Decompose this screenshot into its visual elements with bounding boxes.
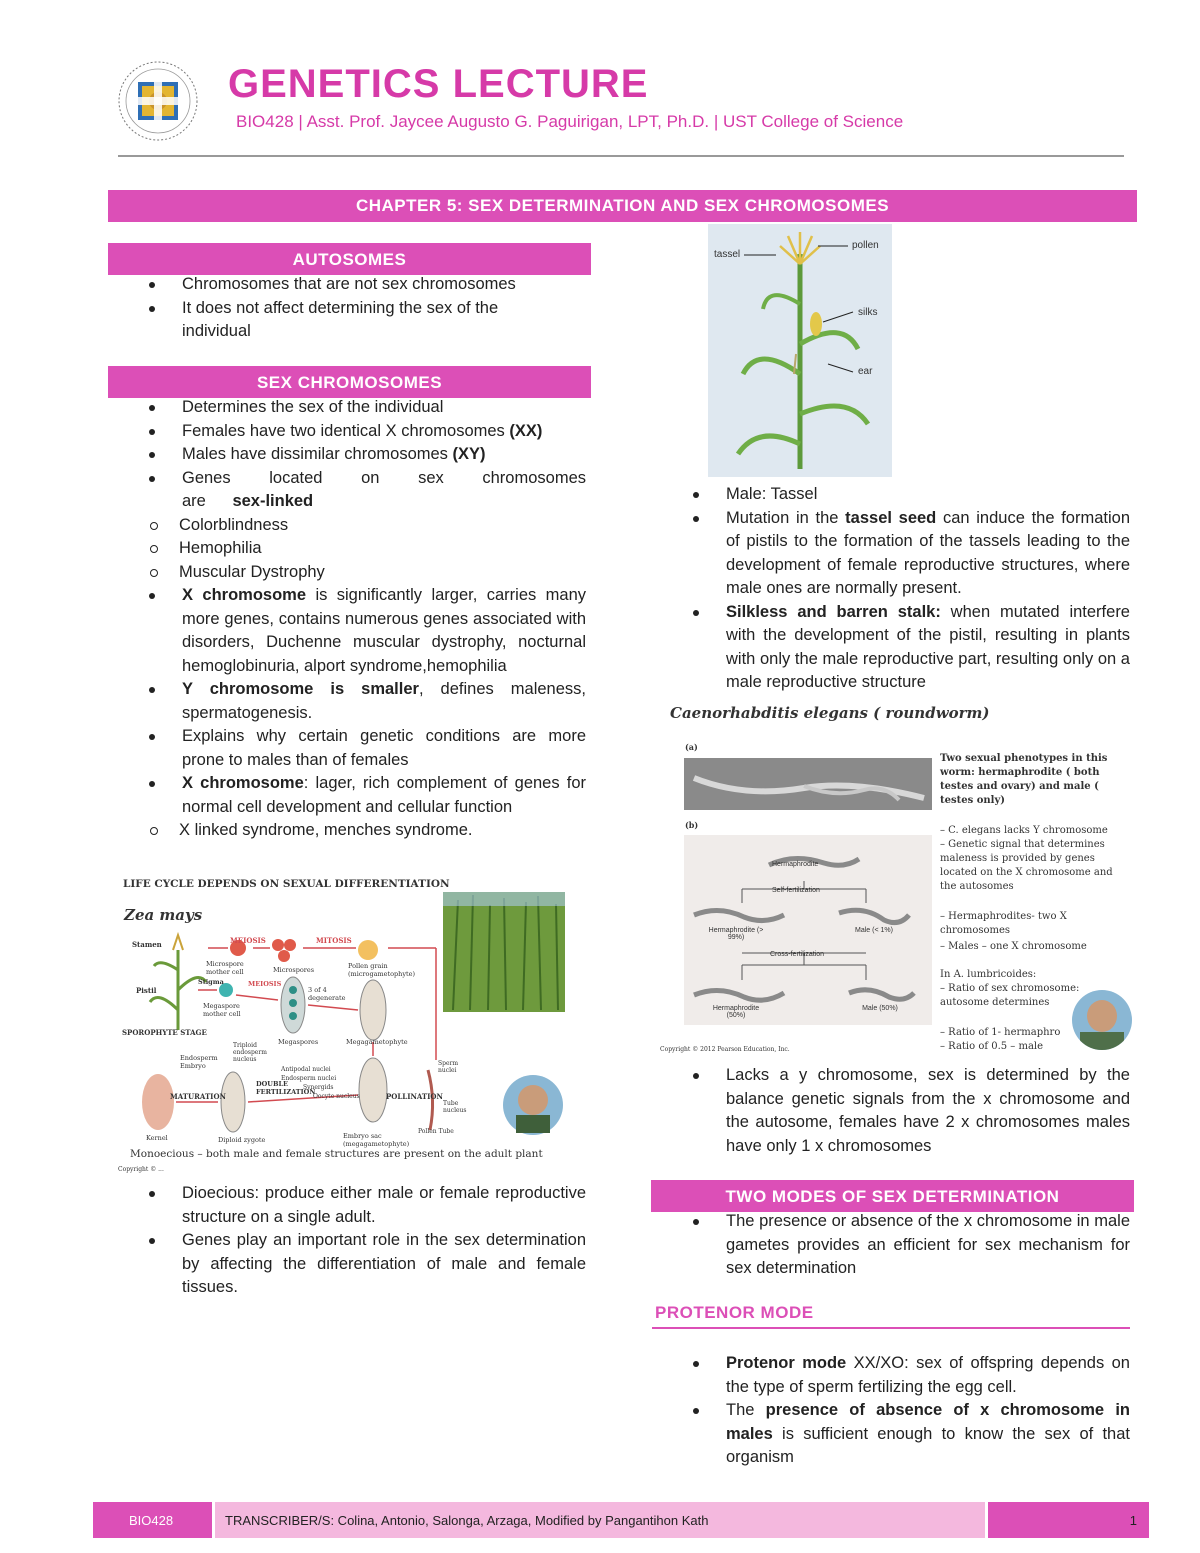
list-item — [652, 1399, 1130, 1470]
label-mitosis: MITOSIS — [316, 936, 352, 945]
list-item: Determines the sex of the individual — [108, 396, 586, 420]
text: Mutation in the — [726, 508, 846, 527]
list-item — [108, 678, 586, 725]
bold-text: X chromosome — [182, 586, 307, 604]
label-triploid: Triploid endosperm nucleus — [233, 1042, 267, 1063]
label-megaspores: Megaspores — [278, 1038, 319, 1046]
label-double-fertilization: DOUBLE FERTILIZATION — [256, 1080, 316, 1096]
page-subtitle: BIO428 | Asst. Prof. Jaycee Augusto G. Paguirigan, LPT, Ph.D. | UST College of Science — [236, 112, 904, 131]
list-item — [108, 420, 586, 444]
label-diploid-zygote: Diploid zygote — [218, 1136, 266, 1144]
label-microspores: Microspores — [273, 966, 315, 974]
label-synergids: Synergids — [303, 1084, 334, 1091]
sex-chromosomes-list — [108, 396, 586, 843]
label-megaspore-mother: Megaspore mother cell — [203, 1002, 241, 1018]
label-pollination: POLLINATION — [386, 1092, 443, 1101]
label-ear: ear — [858, 366, 873, 377]
figure-copyright: Copyright © 2012 Pearson Education, Inc. — [660, 1046, 790, 1053]
text: : lager, rich complement of genes for normal cell development and cellular function — [182, 774, 586, 816]
text: is significantly larger, carries many more genes, contains numerous genes associated with disorders, Duchenne muscular dystrophy, nocturnal hemoglobinuria, alport syndrome,hemophilia — [182, 586, 586, 675]
note-hermaphrodites: – Hermaphrodites- two X chromosomes — [940, 911, 1067, 936]
diagram-self-fertilization: Self-fertilization — [772, 887, 820, 894]
text: Genes located on sex chromosomes are — [182, 468, 586, 510]
label-oocyte: Oocyte nucleus — [313, 1093, 360, 1100]
bold-text: Protenor mode — [726, 1354, 847, 1372]
label-endosperm-nuclei: Endosperm nuclei — [281, 1075, 337, 1082]
chapter-banner: CHAPTER 5: SEX DETERMINATION AND SEX CHROMOSOMES — [108, 190, 1137, 222]
label-endosperm-embryo: Endosperm Embryo — [180, 1054, 218, 1070]
list-item: Genes play an important role in the sex determination by affecting the differentiation of male and female tissues. — [108, 1229, 586, 1300]
list-item — [108, 467, 586, 514]
lifecycle-diagram — [118, 870, 568, 1175]
list-item — [108, 772, 586, 819]
text: Males have dissimilar chromosomes — [182, 445, 453, 463]
sub-list-item: X linked syndrome, menches syndrome. — [108, 819, 586, 843]
note-phenotypes: Two sexual phenotypes in this worm: hermaphrodite ( both testes and ovary) and male ( testes only) — [940, 753, 1108, 806]
bold-text: (XX) — [509, 421, 543, 440]
autosomes-list — [108, 273, 586, 344]
bold-text: Y chromosome is smaller — [182, 680, 419, 698]
diagram-hermaphrodite-99: Hermaphrodite (> 99%) — [708, 927, 764, 941]
label-pollen-grain: Pollen grain (microgametophyte) — [348, 962, 416, 978]
label-microspore-mother: Microspore mother cell — [206, 960, 244, 976]
note-ratio-1: – Ratio of 1- hermaphro — [940, 1027, 1061, 1038]
two-modes-heading: TWO MODES OF SEX DETERMINATION — [651, 1180, 1134, 1212]
label-meiosis-2: MEIOSIS — [248, 980, 282, 988]
text: when mutated interfere with the development of the pistil, resulting in plants with only the male reproductive part, resulting only on a male reproductive structure — [726, 602, 1130, 691]
label-meiosis: MEIOSIS — [230, 936, 266, 945]
list-item: Chromosomes that are not sex chromosomes — [108, 273, 586, 297]
bold-text: Silkless and barren stalk: — [726, 602, 941, 621]
list-item: Dioecious: produce either male or female reproductive structure on a single adult. — [108, 1182, 586, 1229]
label-stigma: Stigma — [198, 978, 224, 986]
label-stamen: Stamen — [132, 940, 162, 949]
note-males: – Males – one X chromosome — [940, 941, 1087, 952]
text: Females have two identical X chromosomes — [182, 421, 510, 440]
footer-course: BIO428 — [93, 1502, 212, 1538]
bold-text: X chromosome — [182, 774, 304, 792]
c-elegans-figure — [660, 700, 1135, 1060]
diagram-male-50: Male (50%) — [862, 1005, 898, 1012]
footer-page-number: 1 — [988, 1502, 1149, 1538]
text: is sufficient enough to know the sex of that organism — [726, 1424, 1130, 1466]
list-item: It does not affect determining the sex of the individual — [108, 297, 586, 344]
page-title: GENETICS LECTURE — [228, 62, 649, 106]
ust-seal-logo — [108, 60, 208, 142]
protenor-heading: PROTENOR MODE — [655, 1303, 814, 1322]
sub-list-item: Colorblindness — [108, 514, 586, 538]
text: , defines maleness, spermatogenesis. — [182, 680, 586, 722]
protenor-list — [652, 1352, 1130, 1470]
note-ratio-05: – Ratio of 0.5 – male — [940, 1041, 1044, 1052]
bold-text: tassel seed — [845, 508, 937, 527]
right-top-list — [652, 483, 1130, 695]
label-tassel: tassel — [714, 249, 741, 260]
list-item: The presence or absence of the x chromosome in male gametes provides an efficient for sex mechanism for sex determination — [652, 1210, 1130, 1281]
note-a-lumbricoides: In A. lumbricoides: — [940, 969, 1037, 980]
figure-species: Zea mays — [124, 906, 203, 924]
bold-text: sex-linked — [232, 492, 314, 510]
autosomes-heading: AUTOSOMES — [108, 243, 591, 275]
list-item — [108, 443, 586, 467]
corn-plant-illustration — [708, 224, 892, 477]
list-item: Explains why certain genetic conditions are more prone to males than of females — [108, 725, 586, 772]
text: XX/XO: sex of offspring depends on the type of sperm fertilizing the egg cell. — [726, 1354, 1130, 1396]
list-item — [652, 507, 1130, 601]
label-megagametophyte: Megagametophyte — [346, 1038, 408, 1046]
note-genetic-signal: – Genetic signal that determines maleness is provided by genes located on the X chromosome and the autosomes — [940, 839, 1113, 892]
diagram-cross-fertilization: Cross-fertilization — [770, 951, 825, 958]
figure-title: LIFE CYCLE DEPENDS ON SEXUAL DIFFERENTIATION — [123, 878, 450, 890]
presenter-avatar — [1072, 990, 1132, 1050]
sub-list-item: Hemophilia — [108, 537, 586, 561]
bold-text: presence of absence of x chromosome in males — [726, 1401, 1130, 1443]
two-modes-list — [652, 1210, 1130, 1281]
label-pistil: Pistil — [136, 986, 157, 995]
diagram-hermaphrodite-50: Hermaphrodite (50%) — [712, 1005, 760, 1019]
label-tube-nucleus: Tube nucleus — [443, 1100, 467, 1114]
label-sperm-nuclei: Sperm nuclei — [438, 1060, 459, 1074]
list-item — [652, 1352, 1130, 1399]
figure-title: Caenorhabditis elegans ( roundworm) — [670, 704, 990, 722]
list-item — [652, 601, 1130, 695]
list-item — [108, 584, 586, 678]
worm-micrograph — [684, 758, 932, 810]
label-embryo-sac: Embryo sac (megagametophyte) — [343, 1132, 410, 1148]
panel-b-label: (b) — [685, 820, 699, 830]
corn-plant-figure — [708, 224, 892, 477]
note-ratio: – Ratio of sex chromosome: autosome determines — [940, 983, 1080, 1008]
bold-text: (XY) — [452, 445, 486, 463]
list-item: Male: Tassel — [652, 483, 1130, 507]
figure-copyright: Copyright © ... — [118, 1166, 164, 1173]
header-divider — [118, 155, 1124, 157]
footer-transcribers: TRANSCRIBER/S: Colina, Antonio, Salonga, Arzaga, Modified by Pangantihon Kath — [215, 1502, 985, 1538]
panel-a-label: (a) — [685, 742, 698, 752]
label-degenerate: 3 of 4 degenerate — [308, 986, 346, 1002]
diagram-male-1: Male (< 1%) — [855, 927, 893, 934]
left-bottom-list — [108, 1182, 586, 1300]
label-sporophyte-stage: SPOROPHYTE STAGE — [122, 1028, 207, 1037]
text: can induce the formation of pistils to the formation of the tassels leading to the development of female reproductive structures, where male ones are normally present. — [726, 508, 1130, 597]
note-lacks-y: – C. elegans lacks Y chromosome — [940, 825, 1108, 836]
label-silks: silks — [858, 307, 878, 318]
sex-chromosomes-heading: SEX CHROMOSOMES — [108, 366, 591, 398]
label-maturation: MATURATION — [170, 1092, 226, 1101]
label-pollen-tube: Pollen Tube — [418, 1128, 454, 1135]
right-mid-list — [652, 1064, 1130, 1158]
list-item: Lacks a y chromosome, sex is determined by the balance genetic signals from the x chromosome and the autosome, females have 2 x chromosomes males have only 1 x chromosomes — [652, 1064, 1130, 1158]
diagram-hermaphrodite: Hermaphrodite — [772, 861, 819, 868]
label-antipodal: Antipodal nuclei — [281, 1066, 331, 1073]
reproduction-diagram — [684, 835, 932, 1025]
figure-caption: Monoecious – both male and female structures are present on the adult plant — [130, 1148, 543, 1160]
text: The — [726, 1401, 766, 1419]
protenor-underline — [652, 1327, 1130, 1329]
label-pollen: pollen — [852, 240, 879, 251]
label-kernel: Kernel — [146, 1134, 168, 1142]
zea-mays-lifecycle-figure — [118, 870, 568, 1175]
sub-list-item: Muscular Dystrophy — [108, 561, 586, 585]
